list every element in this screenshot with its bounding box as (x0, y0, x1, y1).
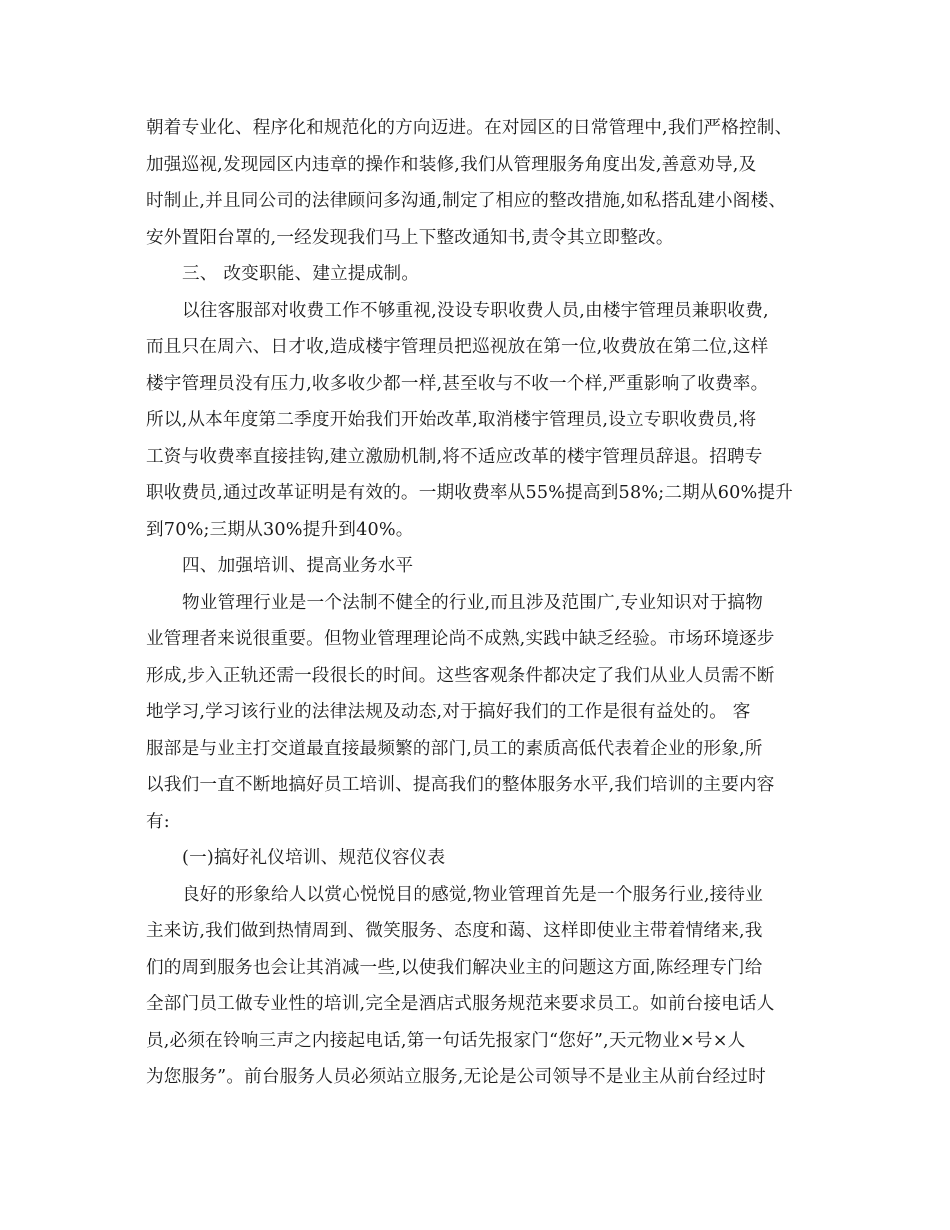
text-line: 而且只在周六、日才收,造成楼宇管理员把巡视放在第一位,收费放在第二位,这样 (146, 337, 769, 357)
text-line: 物业管理行业是一个法制不健全的行业,而且涉及范围广,专业知识对于搞物 (182, 593, 763, 613)
text-line: 以往客服部对收费工作不够重视,没设专职收费人员,由楼宇管理员兼职收费, (182, 301, 769, 321)
text-line: 全部门员工做专业性的培训,完全是酒店式服务规范来要求员工。如前台接电话人 (146, 994, 775, 1014)
text-line: 形成,步入正轨还需一段很长的时间。这些客观条件都决定了我们从业人员需不断 (146, 666, 775, 686)
section-heading: 四、加强培训、提高业务水平 (182, 556, 414, 576)
text-line: 以我们一直不断地搞好员工培训、提高我们的整体服务水平,我们培训的主要内容 (146, 775, 775, 795)
text-line: 服部是与业主打交道最直接最频繁的部门,员工的素质高低代表着企业的形象,所 (146, 739, 763, 759)
text-line: 时制止,并且同公司的法律顾问多沟通,制定了相应的整改措施,如私搭乱建小阁楼、 (146, 191, 787, 211)
text-line: 良好的形象给人以赏心悦悦目的感觉,物业管理首先是一个服务行业,接待业 (182, 885, 763, 905)
text-line: 为您服务”。前台服务人员必须站立服务,无论是公司领导不是业主从前台经过时 (146, 1067, 766, 1087)
text-line: 们的周到服务也会让其消减一些,以使我们解决业主的问题这方面,陈经理专门给 (146, 958, 763, 978)
text-line: 地学习,学习该行业的法律法规及动态,对于搞好我们的工作是很有益处的。 客 (146, 702, 751, 722)
text-line: 员,必须在铃响三声之内接起电话,第一句话先报家门“您好”,天元物业×号×人 (146, 1031, 746, 1051)
subsection-heading: (一)搞好礼仪培训、规范仪容仪表 (182, 848, 446, 868)
text-line: 加强巡视,发现园区内违章的操作和装修,我们从管理服务角度出发,善意劝导,及 (146, 155, 757, 175)
text-line: 业管理者来说很重要。但物业管理理论尚不成熟,实践中缺乏经验。市场环境逐步 (146, 629, 775, 649)
section-heading: 三、 改变职能、建立提成制。 (182, 264, 420, 284)
text-line: 楼宇管理员没有压力,收多收少都一样,甚至收与不收一个样,严重影响了收费率。 (146, 374, 769, 394)
text-line: 朝着专业化、程序化和规范化的方向迈进。在对园区的日常管理中,我们严格控制、 (146, 118, 793, 138)
text-line: 到70%;三期从30%提升到40%。 (146, 520, 414, 540)
text-line: 主来访,我们做到热情周到、微笑服务、态度和蔼、这样即使业主带着情绪来,我 (146, 921, 763, 941)
text-line: 工资与收费率直接挂钩,建立激励机制,将不适应改革的楼宇管理员辞退。招聘专 (146, 447, 763, 467)
text-line: 所以,从本年度第二季度开始我们开始改革,取消楼宇管理员,设立专职收费员,将 (146, 410, 757, 430)
text-line: 职收费员,通过改革证明是有效的。一期收费率从55%提高到58%;二期从60%提升 (146, 483, 794, 503)
text-line: 有: (146, 812, 170, 832)
text-line: 安外置阳台罩的,一经发现我们马上下整改通知书,责令其立即整改。 (146, 228, 674, 248)
